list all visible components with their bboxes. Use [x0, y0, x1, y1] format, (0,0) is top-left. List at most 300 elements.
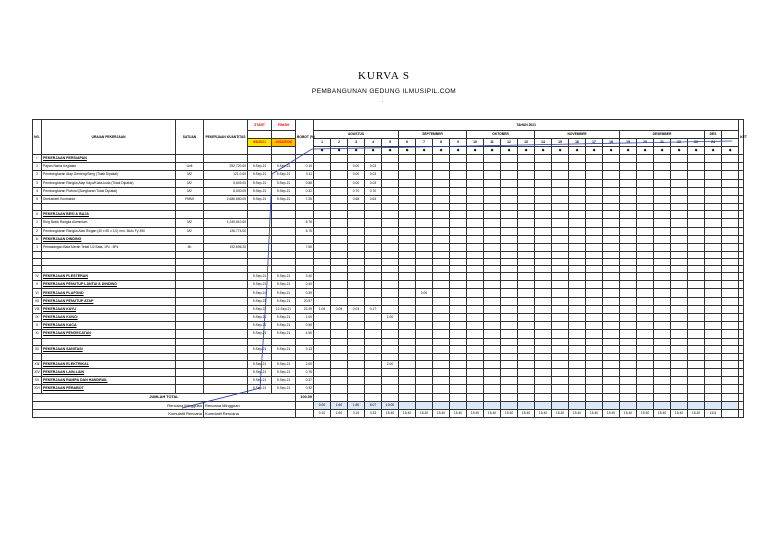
- spacer-row: [33, 338, 744, 345]
- week-value: [365, 297, 382, 305]
- week-value: [688, 179, 705, 187]
- empty-cell: [433, 266, 450, 273]
- page-subtitle: PEMBANGUNAN GEDUNG ILMUSIPIL.COM: [311, 88, 457, 95]
- week-value: [637, 179, 654, 187]
- row-start: 9-Sep-21: [248, 345, 272, 353]
- week-value: [637, 360, 654, 368]
- week-value: [552, 187, 569, 195]
- empty-cell: [399, 338, 416, 345]
- week-value: [382, 155, 399, 163]
- empty-cell: [569, 266, 586, 273]
- week-value: [637, 211, 654, 219]
- week-value: [382, 211, 399, 219]
- week-value: [705, 281, 722, 289]
- week-value: [637, 322, 654, 330]
- week-value: [331, 360, 348, 368]
- rencana-value: [569, 401, 586, 409]
- week-value: [637, 368, 654, 376]
- kumulatif-value: 15.40: [688, 409, 705, 417]
- week-value: [603, 377, 620, 385]
- row-ket: [739, 235, 744, 243]
- week-value: [671, 289, 688, 297]
- row-satuan: [176, 297, 204, 305]
- week-value: [722, 314, 739, 322]
- week-value: [382, 281, 399, 289]
- empty-cell: [535, 204, 552, 211]
- week-value: [518, 314, 535, 322]
- week-value: [399, 305, 416, 313]
- row-bobot: 3.13: [296, 345, 314, 353]
- row-no: IV: [33, 273, 42, 281]
- row-start: [248, 235, 272, 243]
- empty-cell: [314, 393, 331, 401]
- row-bobot: 0.37: [296, 377, 314, 385]
- week-value: [637, 314, 654, 322]
- week-value: [603, 243, 620, 251]
- empty-cell: [331, 252, 348, 259]
- empty-cell: [204, 338, 248, 345]
- week-value: [705, 377, 722, 385]
- week-value: [603, 368, 620, 376]
- empty-cell: [176, 259, 204, 266]
- week-value: [365, 211, 382, 219]
- week-marker: ◆: [637, 147, 654, 155]
- empty-cell: [450, 338, 467, 345]
- week-value: [399, 360, 416, 368]
- row-satuan: [176, 305, 204, 313]
- week-value: [348, 227, 365, 235]
- week-value: [620, 322, 637, 330]
- week-value: [603, 289, 620, 297]
- empty-cell: [42, 338, 176, 345]
- row-qty: [204, 235, 248, 243]
- week-value: [552, 179, 569, 187]
- empty-cell: [399, 252, 416, 259]
- empty-cell: [722, 353, 739, 360]
- week-value: [518, 305, 535, 313]
- week-value: 0.03: [365, 163, 382, 171]
- week-value: [450, 235, 467, 243]
- week-value: [331, 385, 348, 393]
- empty-cell: [416, 204, 433, 211]
- week-value: [671, 273, 688, 281]
- row-qty: [204, 305, 248, 313]
- row-no: XVI: [33, 385, 42, 393]
- week-value: [467, 297, 484, 305]
- row-desc: PEKERJAAN SANITASI: [42, 345, 176, 353]
- week-value: [416, 155, 433, 163]
- week-value: [586, 377, 603, 385]
- week-value: [467, 368, 484, 376]
- week-value: [331, 219, 348, 227]
- week-value: [671, 171, 688, 179]
- month-header: AGUSTUS: [314, 131, 399, 139]
- week-value: [586, 195, 603, 203]
- empty-cell: [204, 252, 248, 259]
- row-qty: [204, 377, 248, 385]
- week-value: [637, 243, 654, 251]
- week-value: [365, 360, 382, 368]
- row-satuan: [176, 281, 204, 289]
- week-value: [620, 235, 637, 243]
- empty-cell: [739, 338, 744, 345]
- empty-cell: [586, 259, 603, 266]
- week-value: [722, 179, 739, 187]
- week-value: 0.68: [348, 195, 365, 203]
- row-desc: Papan Nama Kegiatan: [42, 163, 176, 171]
- empty-cell: [620, 252, 637, 259]
- empty-cell: [33, 266, 42, 273]
- week-value: [535, 195, 552, 203]
- empty-cell: [331, 393, 348, 401]
- header-row: [33, 120, 744, 131]
- row-no: 1: [33, 219, 42, 227]
- week-value: 0.05: [331, 305, 348, 313]
- empty-cell: [42, 266, 176, 273]
- empty-cell: [552, 266, 569, 273]
- section-row: [33, 385, 744, 393]
- week-value: [552, 322, 569, 330]
- empty-cell: [654, 353, 671, 360]
- week-marker: ◆: [450, 147, 467, 155]
- week-value: [314, 273, 331, 281]
- week-value: [365, 345, 382, 353]
- week-value: [603, 281, 620, 289]
- empty-cell: [705, 266, 722, 273]
- week-value: [331, 235, 348, 243]
- week-marker: ◆: [382, 147, 399, 155]
- week-value: [399, 345, 416, 353]
- rencana-value: [535, 401, 552, 409]
- week-value: [637, 227, 654, 235]
- week-value: [671, 187, 688, 195]
- row-desc: PEKERJAAN PENGECATAN: [42, 330, 176, 338]
- week-value: [501, 155, 518, 163]
- week-value: [314, 195, 331, 203]
- week-value: [348, 345, 365, 353]
- week-value: [518, 155, 535, 163]
- row-start: [248, 243, 272, 251]
- col-kuantitas: PEKERJAAN KUANTITAS: [204, 120, 248, 155]
- week-value: [569, 305, 586, 313]
- week-value: [705, 297, 722, 305]
- week-value: [467, 227, 484, 235]
- empty-cell: [569, 259, 586, 266]
- week-value: [484, 368, 501, 376]
- week-value: [382, 227, 399, 235]
- week-value: [569, 368, 586, 376]
- row-qty: [204, 322, 248, 330]
- week-value: [348, 322, 365, 330]
- week-value: [467, 179, 484, 187]
- empty-cell: [671, 204, 688, 211]
- row-satuan: [176, 235, 204, 243]
- row-ket: [739, 330, 744, 338]
- week-value: [637, 273, 654, 281]
- week-value: [654, 195, 671, 203]
- empty-cell: [518, 204, 535, 211]
- empty-cell: [450, 266, 467, 273]
- week-value: [552, 305, 569, 313]
- row-finish: [272, 243, 296, 251]
- week-value: [688, 314, 705, 322]
- week-value: [365, 155, 382, 163]
- section-row: [33, 235, 744, 243]
- row-qty: 126,774.00: [204, 227, 248, 235]
- week-header: 2: [331, 139, 348, 147]
- rencana-value: [586, 401, 603, 409]
- empty-cell: [569, 252, 586, 259]
- week-value: [569, 297, 586, 305]
- month-header: DES: [705, 131, 722, 139]
- week-value: [705, 235, 722, 243]
- week-value: 0.63: [365, 195, 382, 203]
- rencana-value: [722, 401, 739, 409]
- week-value: [467, 187, 484, 195]
- week-value: [552, 281, 569, 289]
- empty-cell: [739, 393, 744, 401]
- week-value: [620, 219, 637, 227]
- week-value: [586, 235, 603, 243]
- empty-cell: [33, 252, 42, 259]
- week-value: [722, 305, 739, 313]
- week-value: [620, 305, 637, 313]
- row-qty: 192,696.20: [204, 243, 248, 251]
- week-value: [501, 345, 518, 353]
- row-no: XII: [33, 345, 42, 353]
- week-header: 12: [501, 139, 518, 147]
- row-bobot: 7.50: [296, 243, 314, 251]
- page-title: KURVA S: [357, 70, 411, 82]
- row-satuan: [176, 330, 204, 338]
- week-value: [467, 281, 484, 289]
- kumulatif-label: Kumulatif Rencana: [33, 409, 204, 417]
- week-value: [688, 235, 705, 243]
- row-finish: 9-Sep-21: [272, 297, 296, 305]
- section-row: [33, 281, 744, 289]
- empty-cell: [501, 259, 518, 266]
- week-value: [467, 360, 484, 368]
- week-value: [671, 211, 688, 219]
- week-value: [348, 235, 365, 243]
- kumulatif-value: 15.40: [416, 409, 433, 417]
- week-value: [688, 163, 705, 171]
- row-desc: PEKERJAAN KACA: [42, 322, 176, 330]
- week-value: [399, 219, 416, 227]
- week-value: [331, 187, 348, 195]
- week-value: [586, 385, 603, 393]
- week-value: [331, 179, 348, 187]
- row-qty: [204, 330, 248, 338]
- kumulatif-value: 15.40: [620, 409, 637, 417]
- week-value: [518, 273, 535, 281]
- week-value: [688, 187, 705, 195]
- week-value: [467, 377, 484, 385]
- week-value: [501, 195, 518, 203]
- marker-cell: [248, 147, 272, 155]
- row-finish: 9-Sep-21: [272, 314, 296, 322]
- week-value: [365, 330, 382, 338]
- week-value: [705, 211, 722, 219]
- week-value: [518, 297, 535, 305]
- week-value: [433, 322, 450, 330]
- week-value: [399, 171, 416, 179]
- week-value: [467, 330, 484, 338]
- empty-cell: [654, 393, 671, 401]
- week-value: [688, 377, 705, 385]
- week-value: [501, 330, 518, 338]
- kumulatif-value: 15.40: [535, 409, 552, 417]
- row-start: 9-Sep-21: [248, 377, 272, 385]
- week-value: [620, 163, 637, 171]
- empty-cell: [348, 252, 365, 259]
- rencana-value: 0.00: [314, 401, 331, 409]
- empty-cell: [620, 353, 637, 360]
- week-marker: ◆: [569, 147, 586, 155]
- week-value: [348, 155, 365, 163]
- week-value: [552, 219, 569, 227]
- week-header: 10: [467, 139, 484, 147]
- week-value: [569, 345, 586, 353]
- row-no: XI: [33, 330, 42, 338]
- week-value: [365, 235, 382, 243]
- week-value: [569, 281, 586, 289]
- row-no: IX: [33, 314, 42, 322]
- row-desc: PEKERJAAN PERSIAPAN: [42, 155, 176, 163]
- empty-cell: [382, 266, 399, 273]
- week-value: [518, 360, 535, 368]
- row-start: 9-Sep-21: [248, 281, 272, 289]
- row-start: [248, 155, 272, 163]
- week-value: [484, 211, 501, 219]
- week-value: [654, 330, 671, 338]
- week-value: [671, 368, 688, 376]
- week-header: 11: [484, 139, 501, 147]
- week-value: [722, 211, 739, 219]
- week-value: [688, 322, 705, 330]
- empty-cell: [671, 259, 688, 266]
- week-value: [382, 235, 399, 243]
- week-value: 0.70: [348, 187, 365, 195]
- week-value: [671, 235, 688, 243]
- empty-cell: [501, 204, 518, 211]
- row-start: 9-Sep-21: [248, 171, 272, 179]
- empty-cell: [739, 401, 744, 409]
- empty-cell: [552, 393, 569, 401]
- empty-cell: [688, 259, 705, 266]
- empty-cell: [654, 252, 671, 259]
- row-desc: PEKERJAAN PERABOT: [42, 385, 176, 393]
- week-value: [467, 195, 484, 203]
- row-finish: 9-Sep-21: [272, 289, 296, 297]
- week-value: [314, 243, 331, 251]
- empty-cell: [382, 338, 399, 345]
- empty-cell: [654, 259, 671, 266]
- week-value: [450, 360, 467, 368]
- week-value: [450, 314, 467, 322]
- week-value: [637, 163, 654, 171]
- total-value: 100.00: [296, 393, 314, 401]
- empty-cell: [739, 353, 744, 360]
- week-value: [450, 281, 467, 289]
- empty-cell: [654, 266, 671, 273]
- week-value: [348, 330, 365, 338]
- week-value: [705, 385, 722, 393]
- week-value: [586, 330, 603, 338]
- week-value: [433, 227, 450, 235]
- week-value: [314, 227, 331, 235]
- empty-cell: [586, 204, 603, 211]
- kumulatif-value: 1.60: [331, 409, 348, 417]
- empty-cell: [382, 259, 399, 266]
- week-value: [552, 195, 569, 203]
- empty-cell: [176, 353, 204, 360]
- empty-cell: [501, 266, 518, 273]
- week-value: [450, 211, 467, 219]
- week-value: [501, 385, 518, 393]
- week-value: [331, 273, 348, 281]
- week-value: [484, 297, 501, 305]
- empty-cell: [467, 338, 484, 345]
- week-value: [518, 219, 535, 227]
- month-header: OKTOBER: [467, 131, 535, 139]
- week-value: [688, 219, 705, 227]
- row-qty: [204, 211, 248, 219]
- kumulatif-value: 15.40: [586, 409, 603, 417]
- row-qty: [204, 281, 248, 289]
- row-desc: Pembongkaran Rangka Atas Ringan (40 x 80 x 3,0) mm, Mutu Fy 350: [42, 227, 176, 235]
- empty-cell: [365, 266, 382, 273]
- empty-cell: [688, 393, 705, 401]
- week-header: 9: [450, 139, 467, 147]
- week-value: [348, 314, 365, 322]
- empty-cell: [552, 204, 569, 211]
- week-value: 0.00: [348, 179, 365, 187]
- empty-cell: [399, 204, 416, 211]
- row-satuan: [176, 377, 204, 385]
- week-header: 14: [535, 139, 552, 147]
- row-desc: PEKERJAAN RAMPA DAN HANDRAIL: [42, 377, 176, 385]
- empty-cell: [272, 266, 296, 273]
- week-value: [586, 211, 603, 219]
- week-value: [722, 345, 739, 353]
- row-start: [248, 219, 272, 227]
- week-value: [637, 219, 654, 227]
- week-value: [467, 305, 484, 313]
- empty-cell: [272, 353, 296, 360]
- row-finish: 9-Sep-21: [272, 368, 296, 376]
- empty-cell: [348, 204, 365, 211]
- week-value: [484, 330, 501, 338]
- row-start: 9-Sep-21: [248, 187, 272, 195]
- week-value: [399, 235, 416, 243]
- row-ket: [739, 211, 744, 219]
- empty-cell: [416, 252, 433, 259]
- week-value: [433, 155, 450, 163]
- week-value: [688, 227, 705, 235]
- week-value: [314, 163, 331, 171]
- row-ket: [739, 305, 744, 313]
- empty-cell: [433, 252, 450, 259]
- empty-cell: [450, 353, 467, 360]
- week-value: [433, 171, 450, 179]
- week-value: [314, 345, 331, 353]
- empty-cell: [671, 266, 688, 273]
- row-finish: [272, 227, 296, 235]
- item-row: [33, 219, 744, 227]
- week-value: [671, 305, 688, 313]
- empty-cell: [272, 252, 296, 259]
